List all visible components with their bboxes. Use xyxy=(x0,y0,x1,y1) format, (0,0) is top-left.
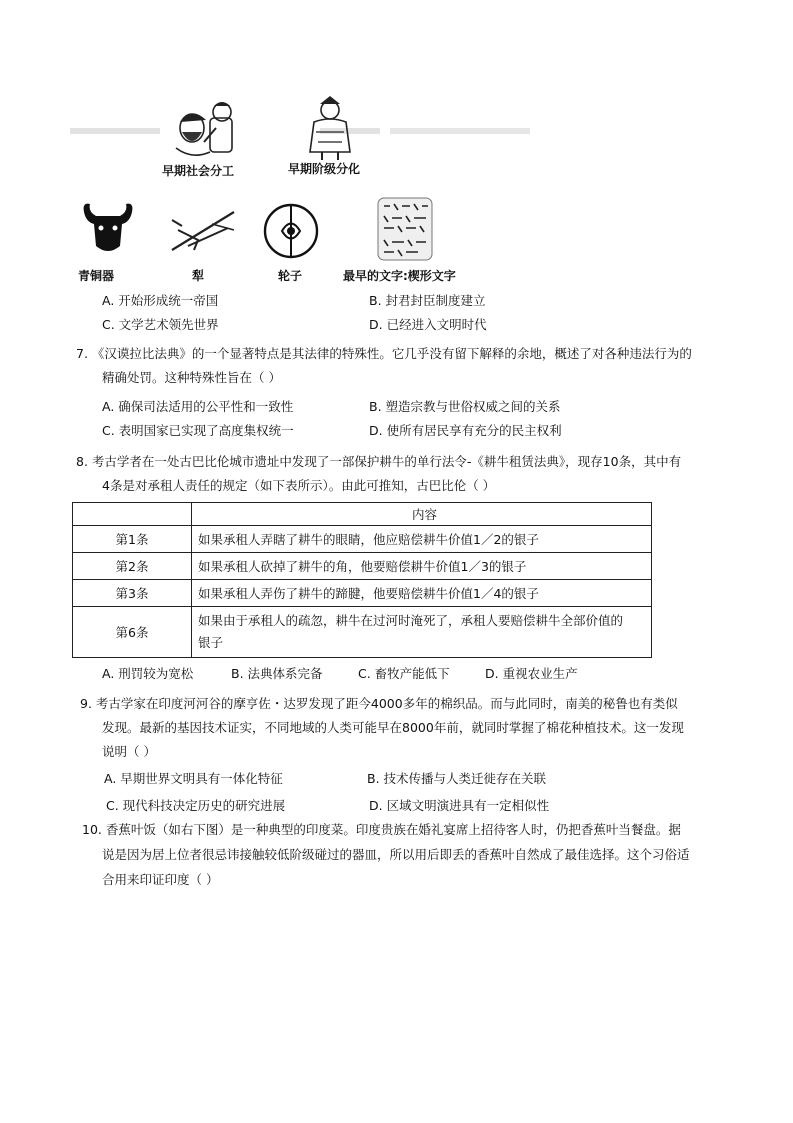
caption-plow: 犁 xyxy=(192,269,205,283)
class-division-illustration xyxy=(302,96,358,162)
q9-stem-line2: 发现。最新的基因技术证实，不同地域的人类可能早在8000年前，就同时掌握了棉花种植技术。这一发现 xyxy=(102,720,684,735)
q6-option-c[interactable]: C. 文学艺术领先世界 xyxy=(102,317,219,332)
caption-writing: 最早的文字:楔形文字 xyxy=(343,269,456,283)
q9-option-c[interactable]: C. 现代科技决定历史的研究进展 xyxy=(106,798,286,813)
caption-bronze: 青铜器 xyxy=(78,269,115,283)
caption-wheel: 轮子 xyxy=(278,269,303,283)
bronze-ware-illustration xyxy=(80,202,136,256)
q8-stem-line2: 4条是对承租人责任的规定（如下表所示）。由此可推知，古巴比伦（ ） xyxy=(102,478,496,493)
q9-stem-line1: 9. 考古学家在印度河河谷的摩亨佐・达罗发现了距今4000多年的棉织品。而与此同时，南美的秘鲁也有类似 xyxy=(80,696,678,711)
q7-option-a[interactable]: A. 确保司法适用的公平性和一致性 xyxy=(102,399,294,414)
table-row xyxy=(73,526,652,553)
cattle-lease-law-table xyxy=(72,502,652,658)
q6-option-a[interactable]: A. 开始形成统一帝国 xyxy=(102,293,219,308)
caption-division-of-labor: 早期社会分工 xyxy=(162,164,235,178)
q9-option-a[interactable]: A. 早期世界文明具有一体化特征 xyxy=(104,771,283,786)
q6-option-b[interactable]: B. 封君封臣制度建立 xyxy=(369,293,486,308)
q8-stem-line1: 8. 考古学者在一处古巴比伦城市遗址中发现了一部保护耕牛的单行法令-《耕牛租赁法典》，现存10条，其中有 xyxy=(76,454,682,469)
table-cell-article: 第3条 xyxy=(73,580,192,607)
cuneiform-tablet-illustration xyxy=(376,196,434,262)
table-cell-content: 如果承租人弄瞎了耕牛的眼睛，他应赔偿耕牛价值1／2的银子 xyxy=(192,526,652,553)
q8-option-d[interactable]: D. 重视农业生产 xyxy=(485,666,578,681)
table-row xyxy=(73,553,652,580)
table-cell-article: 第2条 xyxy=(73,553,192,580)
caption-class-division: 早期阶级分化 xyxy=(288,162,361,176)
table-cell-content: 如果承租人弄伤了耕牛的蹄腱，他要赔偿耕牛价值1／4的银子 xyxy=(192,580,652,607)
table-header-content: 内容 xyxy=(192,503,652,526)
q8-option-a[interactable]: A. 刑罚较为宽松 xyxy=(102,666,194,681)
q7-option-b[interactable]: B. 塑造宗教与世俗权威之间的关系 xyxy=(369,399,561,414)
q7-option-d[interactable]: D. 使所有居民享有充分的民主权利 xyxy=(369,423,562,438)
q8-option-b[interactable]: B. 法典体系完备 xyxy=(231,666,323,681)
q9-stem-line3: 说明（ ） xyxy=(102,744,156,759)
q6-option-d[interactable]: D. 已经进入文明时代 xyxy=(369,317,487,332)
q7-stem-line2: 精确处罚。这种特殊性旨在（ ） xyxy=(102,370,281,385)
table-cell-content: 如果由于承租人的疏忽，耕牛在过河时淹死了，承租人要赔偿耕牛全部价值的银子 xyxy=(198,613,624,650)
table-cell-content: 如果承租人砍掉了耕牛的角，他要赔偿耕牛价值1／3的银子 xyxy=(192,553,652,580)
wheel-illustration xyxy=(262,202,320,260)
q10-stem-line2: 说是因为居上位者很忌讳接触较低阶级碰过的器皿，所以用后即丢的香蕉叶自然成了最佳选择。这个习俗适 xyxy=(102,847,690,862)
table-row xyxy=(73,607,652,658)
figure-area xyxy=(70,92,570,282)
q9-option-b[interactable]: B. 技术传播与人类迁徙存在关联 xyxy=(367,771,547,786)
q7-stem-line1: 7. 《汉谟拉比法典》的一个显著特点是其法律的特殊性。它几乎没有留下解释的余地，概述了对各种违法行为的 xyxy=(76,346,692,361)
table-row xyxy=(73,580,652,607)
q10-stem-line3: 合用来印证印度（ ） xyxy=(102,872,219,887)
division-of-labor-illustration xyxy=(170,98,246,164)
table-header-empty xyxy=(73,503,192,526)
q10-stem-line1: 10. 香蕉叶饭（如右下图）是一种典型的印度菜。印度贵族在婚礼宴席上招待客人时，仍把香蕉叶当餐盘。据 xyxy=(82,822,681,837)
q7-option-c[interactable]: C. 表明国家已实现了高度集权统一 xyxy=(102,423,294,438)
q9-option-d[interactable]: D. 区域文明演进具有一定相似性 xyxy=(369,798,550,813)
table-cell-article: 第1条 xyxy=(73,526,192,553)
q8-option-c[interactable]: C. 畜牧产能低下 xyxy=(358,666,450,681)
table-cell-article: 第6条 xyxy=(73,607,192,658)
plow-illustration xyxy=(168,206,238,252)
table-cell-content-wrap xyxy=(192,607,652,658)
table-header-row xyxy=(73,503,652,526)
